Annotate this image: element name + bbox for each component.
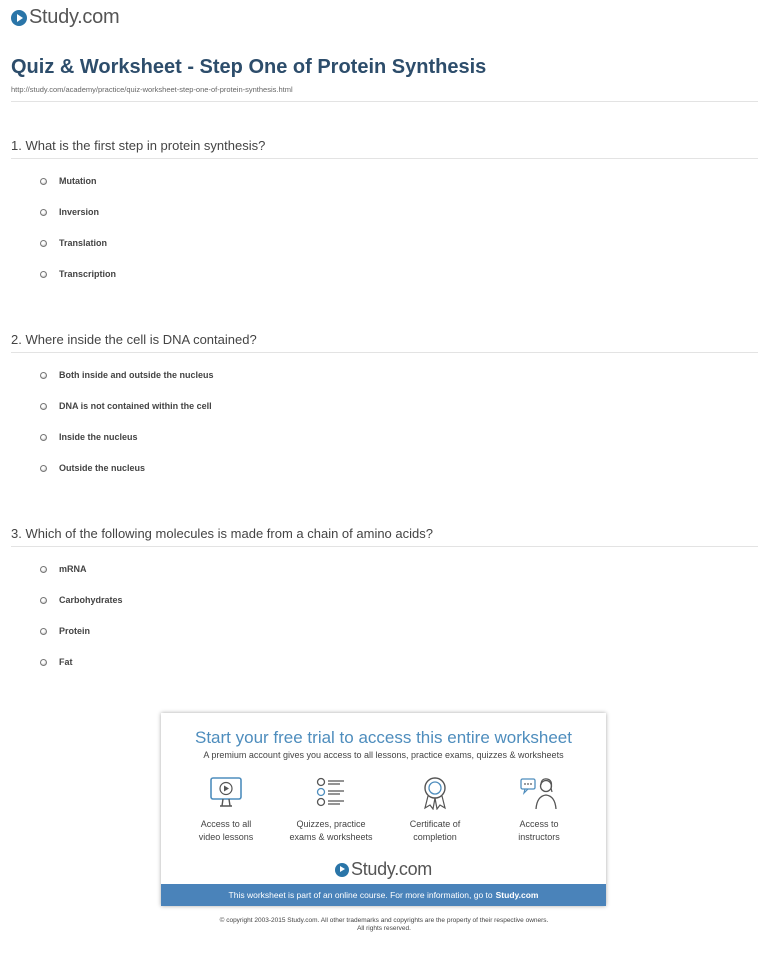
- option-q1-d[interactable]: [40, 269, 116, 279]
- option-label: Fat: [59, 657, 73, 667]
- radio-button[interactable]: [40, 403, 47, 410]
- page-title: Quiz & Worksheet - Step One of Protein Synthesis: [11, 56, 487, 78]
- radio-button[interactable]: [40, 566, 47, 573]
- radio-button[interactable]: [40, 465, 47, 472]
- free-trial-promo: [161, 713, 606, 906]
- option-label: mRNA: [59, 564, 87, 574]
- option-label: Protein: [59, 626, 91, 636]
- promo-logo-text: Study.com: [351, 859, 432, 879]
- feature-line: Certificate of: [409, 819, 461, 829]
- option-q3-b[interactable]: [40, 595, 123, 605]
- feature-instructors: [489, 776, 589, 844]
- option-q2-a[interactable]: [40, 370, 214, 380]
- feature-line: Access to all: [200, 819, 252, 829]
- feature-certificate: [385, 776, 485, 844]
- option-q2-b[interactable]: [40, 401, 212, 411]
- divider: [11, 546, 758, 547]
- option-q2-d[interactable]: [40, 463, 145, 473]
- promo-info-bar: [161, 884, 606, 906]
- option-label: Both inside and outside the nucleus: [59, 370, 214, 380]
- feature-line: Quizzes, practice: [296, 819, 366, 829]
- option-q3-d[interactable]: [40, 657, 73, 667]
- option-label: Inside the nucleus: [59, 432, 138, 442]
- certificate-icon: [417, 776, 453, 810]
- radio-button[interactable]: [40, 434, 47, 441]
- option-label: Translation: [59, 238, 108, 248]
- page-url: http://study.com/academy/practice/quiz-worksheet-step-one-of-protein-synthesis.html: [11, 85, 293, 94]
- radio-button[interactable]: [40, 372, 47, 379]
- option-q1-c[interactable]: [40, 238, 107, 248]
- promo-subtitle: A premium account gives you access to all lessons, practice exams, quizzes & worksheets: [203, 750, 564, 760]
- feature-line: instructors: [518, 832, 560, 842]
- play-circle-icon: [11, 10, 27, 26]
- copyright-notice: [0, 917, 768, 933]
- option-q2-c[interactable]: [40, 432, 138, 442]
- divider: [11, 101, 758, 102]
- question-3: 3. Which of the following molecules is made from a chain of amino acids?: [11, 526, 433, 541]
- feature-line: Access to: [519, 819, 559, 829]
- option-label: Outside the nucleus: [59, 463, 146, 473]
- option-label: Inversion: [59, 207, 100, 217]
- quiz-list-icon: [313, 776, 349, 810]
- radio-button[interactable]: [40, 271, 47, 278]
- study-logo[interactable]: [11, 6, 119, 29]
- radio-button[interactable]: [40, 659, 47, 666]
- option-q1-a[interactable]: [40, 176, 97, 186]
- option-label: Carbohydrates: [59, 595, 123, 605]
- option-q3-c[interactable]: [40, 626, 90, 636]
- feature-quizzes: [281, 776, 381, 844]
- radio-button[interactable]: [40, 240, 47, 247]
- feature-line: video lessons: [198, 832, 254, 842]
- copyright-line: All rights reserved.: [357, 925, 411, 932]
- option-label: DNA is not contained within the cell: [59, 401, 212, 411]
- option-label: Mutation: [59, 176, 97, 186]
- play-circle-icon: [335, 863, 349, 877]
- option-label: Transcription: [59, 269, 117, 279]
- divider: [11, 158, 758, 159]
- radio-button[interactable]: [40, 178, 47, 185]
- radio-button[interactable]: [40, 209, 47, 216]
- promo-bar-text: This worksheet is part of an online course. For more information, go to: [228, 890, 493, 900]
- radio-button[interactable]: [40, 597, 47, 604]
- instructor-icon: [519, 776, 559, 810]
- feature-line: exams & worksheets: [289, 832, 373, 842]
- copyright-line: © copyright 2003-2015 Study.com. All other trademarks and copyrights are the property of their respective owners.: [219, 917, 549, 924]
- logo-text: Study.com: [29, 6, 120, 28]
- study-com-link[interactable]: Study.com: [495, 890, 539, 900]
- feature-video-lessons: [176, 776, 276, 844]
- promo-study-logo[interactable]: [161, 859, 606, 880]
- option-q3-a[interactable]: [40, 564, 87, 574]
- video-lesson-icon: [208, 776, 244, 810]
- option-q1-b[interactable]: [40, 207, 99, 217]
- question-2: 2. Where inside the cell is DNA contained?: [11, 332, 257, 347]
- question-1: 1. What is the first step in protein synthesis?: [11, 138, 266, 153]
- radio-button[interactable]: [40, 628, 47, 635]
- promo-title[interactable]: Start your free trial to access this entire worksheet: [195, 728, 572, 747]
- feature-line: completion: [413, 832, 457, 842]
- divider: [11, 352, 758, 353]
